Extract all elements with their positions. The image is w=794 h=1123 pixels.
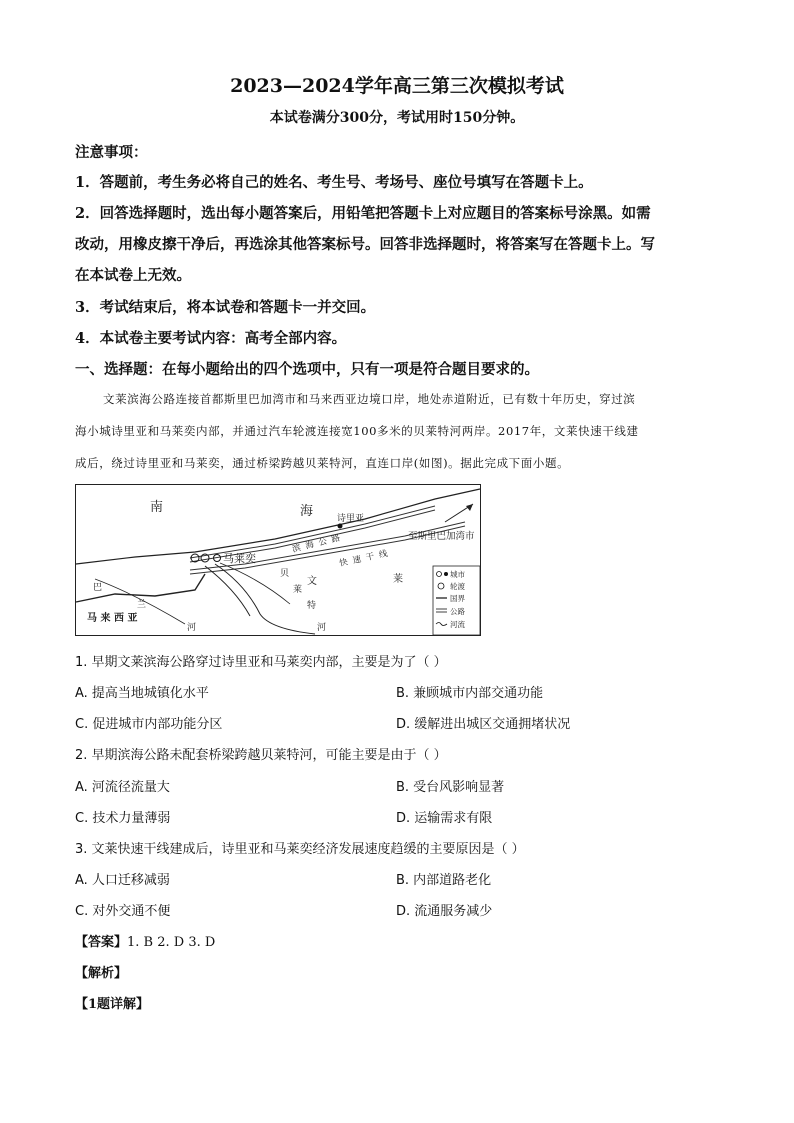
legend-road-label: 公路 — [450, 607, 465, 616]
notice-item-2-cont: 改动，用橡皮擦干净后，再选涂其他答案标号。回答非选择题时，将答案写在答题卡上。写 — [75, 236, 655, 253]
answer-label: 【答案】 — [75, 935, 128, 950]
legend-border-label: 国界 — [450, 594, 465, 603]
legend-city-dot — [444, 572, 448, 576]
question-3-option-b: B. 内部道路老化 — [396, 873, 492, 888]
question-1-option-b: B. 兼顾城市内部交通功能 — [396, 686, 544, 701]
passage-line-2: 海小城诗里亚和马莱奕内部，并通过汽车轮渡连接宽100多米的贝莱特河两岸。2017年，文莱快速干线建 — [75, 424, 639, 438]
passage-line-3: 成后，绕过诗里亚和马莱奕，通过桥梁跨越贝莱特河，直连口岸(如图)。据此完成下面小题。 — [75, 456, 570, 470]
answer-values: 1. B 2. D 3. D — [127, 935, 216, 950]
belait-label-3: 特 — [307, 601, 317, 611]
page-title: 2023—2024学年高三第三次模拟考试 — [230, 75, 564, 97]
sea-label-1: 南 — [150, 500, 164, 515]
legend-river-label: 河流 — [450, 620, 465, 629]
belait-label-2: 莱 — [293, 585, 303, 595]
brunei-coastal-road-map — [75, 484, 481, 636]
highway-label: 快速干线 — [338, 547, 394, 569]
section-heading: 一、选择题：在每小题给出的四个选项中，只有一项是符合题目要求的。 — [75, 361, 539, 378]
city-label-kb: 马莱奕 — [223, 552, 256, 565]
question-1-option-c: C. 促进城市内部功能分区 — [75, 717, 223, 732]
question-2-option-d: D. 运输需求有限 — [396, 811, 493, 826]
notice-heading: 注意事项： — [75, 144, 148, 161]
city-label-seria: 诗里亚 — [337, 514, 365, 524]
belait-label-4: 河 — [317, 623, 327, 633]
question-1-option-a: A. 提高当地城镇化水平 — [75, 686, 209, 701]
legend-ferry-label: 轮渡 — [450, 582, 465, 591]
analysis-label: 【解析】 — [75, 966, 128, 981]
question-3-option-d: D. 流通服务减少 — [396, 904, 493, 919]
question-2-option-c: C. 技术力量薄弱 — [75, 811, 171, 826]
legend-city-label: 城市 — [450, 570, 465, 579]
baram-label-1: 巴 — [93, 583, 103, 593]
coastal-road-label: 滨海公路 — [291, 532, 347, 555]
to-bsb-label: 至斯里巴加湾市 — [408, 531, 475, 542]
exam-subtitle: 本试卷满分300分，考试用时150分钟。 — [269, 110, 525, 126]
question-3-option-c: C. 对外交通不便 — [75, 904, 171, 919]
notice-item-2-end: 在本试卷上无效。 — [75, 267, 191, 284]
baram-label-2: 兰 — [137, 600, 147, 610]
passage-line-1: 文莱滨海公路连接首都斯里巴加湾市和马来西亚边境口岸，地处赤道附近，已有数十年历史，穿过滨 — [103, 392, 636, 406]
detail-label: 【1题详解】 — [75, 997, 150, 1012]
notice-item-1: 1．答题前，考生务必将自己的姓名、考生号、考场号、座位号填写在答题卡上。 — [75, 174, 593, 191]
baram-label-3: 河 — [187, 623, 197, 633]
notice-item-2: 2．回答选择题时，选出每小题答案后，用铅笔把答题卡上对应题目的答案标号涂黑。如需 — [75, 205, 651, 222]
city-seria-dot — [338, 524, 343, 529]
question-2-option-b: B. 受台风影响显著 — [396, 780, 505, 795]
brunei-label-1: 文 — [307, 576, 317, 587]
malaysia-label: 马 来 西 亚 — [87, 613, 138, 624]
question-3-option-a: A. 人口迁移减弱 — [75, 873, 170, 888]
notice-item-3: 3．考试结束后，将本试卷和答题卡一并交回。 — [75, 299, 376, 316]
question-1-stem: 1. 早期文莱滨海公路穿过诗里亚和马莱奕内部，主要是为了（ ） — [75, 655, 447, 670]
notice-item-4: 4．本试卷主要考试内容：高考全部内容。 — [75, 330, 347, 347]
question-2-option-a: A. 河流径流量大 — [75, 780, 170, 795]
question-1-option-d: D. 缓解进出城区交通拥堵状况 — [396, 717, 571, 732]
question-3-stem: 3. 文莱快速干线建成后，诗里亚和马莱奕经济发展速度趋缓的主要原因是（ ） — [75, 842, 525, 857]
question-2-stem: 2. 早期滨海公路未配套桥梁跨越贝莱特河，可能主要是由于（ ） — [75, 748, 447, 763]
answer-line — [75, 931, 215, 950]
brunei-label-2: 莱 — [393, 574, 403, 585]
sea-label-2: 海 — [300, 504, 314, 519]
belait-label-1: 贝 — [280, 569, 290, 579]
